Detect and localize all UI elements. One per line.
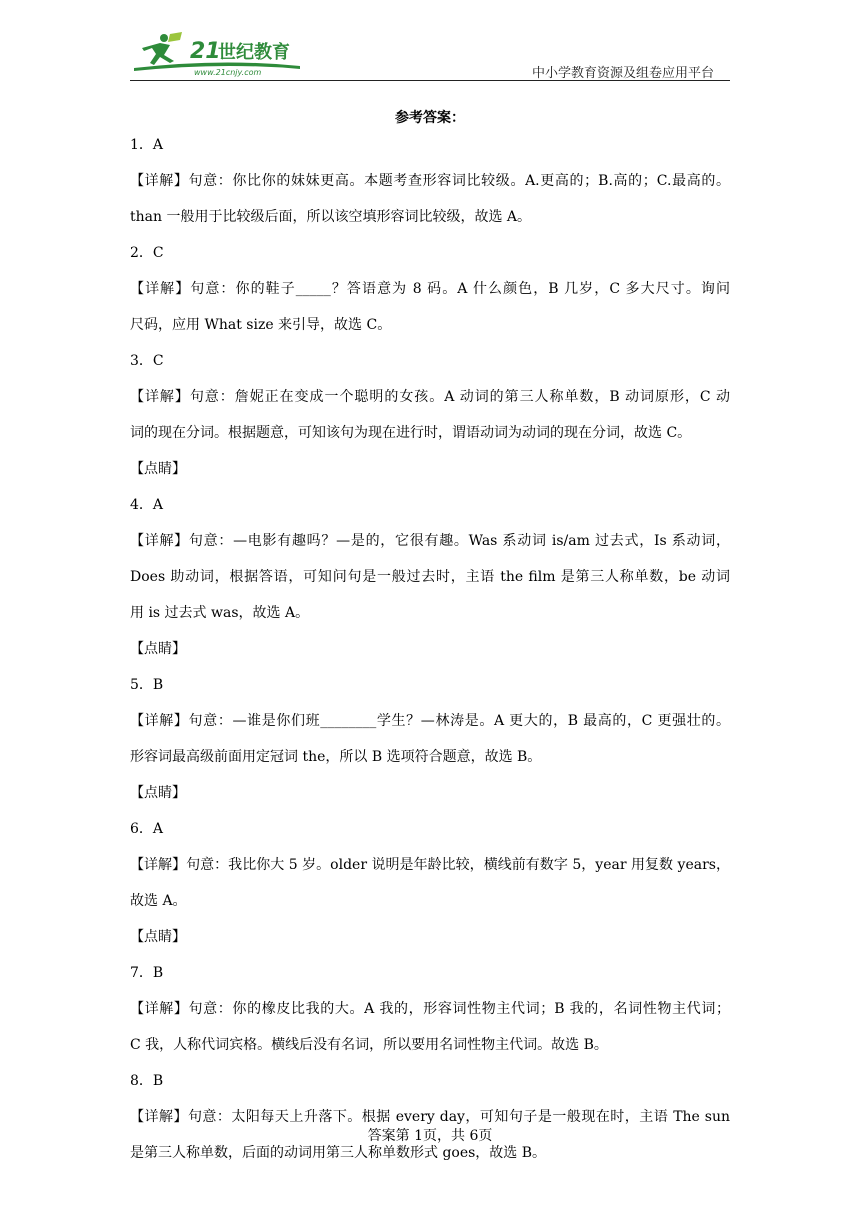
- answer-item: [130, 132, 730, 240]
- explanation-line: Does 助动词，根据答语，可知问句是一般过去时，主语 the film 是第三人称单数，be 动词: [130, 569, 730, 585]
- header-divider: [130, 80, 730, 81]
- explanation-line: 【详解】句意：你的橡皮比我的大。A 我的，形容词性物主代词；B 我的，名词性物主代词；: [130, 1001, 730, 1017]
- explanation-line: 【详解】句意：—谁是你们班________学生？—林涛是。A 更大的，B 最高的，C 更强壮的。: [130, 713, 730, 729]
- dianjing-label: 【点睛】: [130, 785, 186, 801]
- dianjing-label: 【点睛】: [130, 929, 186, 945]
- svg-text:www.21cnjy.com: www.21cnjy.com: [194, 68, 262, 77]
- explanation-line: 尺码，应用 What size 来引导，故选 C。: [130, 317, 392, 333]
- answer-item: [130, 816, 730, 960]
- explanation-line: 【详解】句意：—电影有趣吗？—是的，它很有趣。Was 系动词 is/am 过去式，Is 系动词，: [130, 533, 730, 549]
- answer-number: 3．C: [130, 353, 164, 369]
- explanation-line: 用 is 过去式 was，故选 A。: [130, 605, 310, 621]
- answer-item: [130, 672, 730, 816]
- answer-number: 6．A: [130, 821, 164, 837]
- answer-number: 5．B: [130, 677, 164, 693]
- explanation-line: 故选 A。: [130, 893, 187, 909]
- answer-key-title: 参考答案：: [395, 110, 465, 126]
- site-logo: [130, 28, 320, 78]
- dianjing-label: 【点睛】: [130, 461, 186, 477]
- page-header: [130, 28, 730, 80]
- answer-number: 8．B: [130, 1073, 164, 1089]
- answer-number: 2．C: [130, 245, 164, 261]
- explanation-line: than 一般用于比较级后面，所以该空填形容词比较级，故选 A。: [130, 209, 532, 225]
- answer-item: [130, 240, 730, 348]
- answer-number: 1．A: [130, 137, 164, 153]
- answer-item: [130, 492, 730, 672]
- svg-text:世纪教育: 世纪教育: [218, 42, 290, 63]
- dianjing-label: 【点睛】: [130, 641, 186, 657]
- explanation-line: 【详解】句意：詹妮正在变成一个聪明的女孩。A 动词的第三人称单数，B 动词原形，C 动: [130, 389, 730, 405]
- explanation-line: 【详解】句意：你比你的妹妹更高。本题考查形容词比较级。A.更高的；B.高的；C.最高的。: [130, 173, 730, 189]
- explanation-line: 【详解】句意：你的鞋子_____？答语意为 8 码。A 什么颜色，B 几岁，C 多大尺寸。询问: [130, 281, 730, 297]
- explanation-line: 形容词最高级前面用定冠词 the，所以 B 选项符合题意，故选 B。: [130, 749, 542, 765]
- answer-number: 4．A: [130, 497, 164, 513]
- answers-list: [130, 132, 730, 1176]
- svg-text:21: 21: [190, 39, 221, 64]
- platform-name: 中小学教育资源及组卷应用平台: [531, 66, 714, 81]
- explanation-line: 是第三人称单数，后面的动词用第三人称单数形式 goes，故选 B。: [130, 1145, 547, 1161]
- page-footer: 答案第 1页，共 6页: [367, 1128, 493, 1144]
- explanation-line: 【详解】句意：太阳每天上升落下。根据 every day，可知句子是一般现在时，主语 The sun: [130, 1109, 730, 1125]
- answer-item: [130, 1068, 730, 1176]
- explanation-line: 【详解】句意：我比你大 5 岁。older 说明是年龄比较，横线前有数字 5，year 用复数 years，: [130, 857, 730, 873]
- explanation-line: C 我，人称代词宾格。横线后没有名词，所以要用名词性物主代词。故选 B。: [130, 1037, 608, 1053]
- answer-item: [130, 960, 730, 1068]
- answer-item: [130, 348, 730, 492]
- answer-number: 7．B: [130, 965, 164, 981]
- explanation-line: 词的现在分词。根据题意，可知该句为现在进行时，谓语动词为动词的现在分词，故选 C。: [130, 425, 692, 441]
